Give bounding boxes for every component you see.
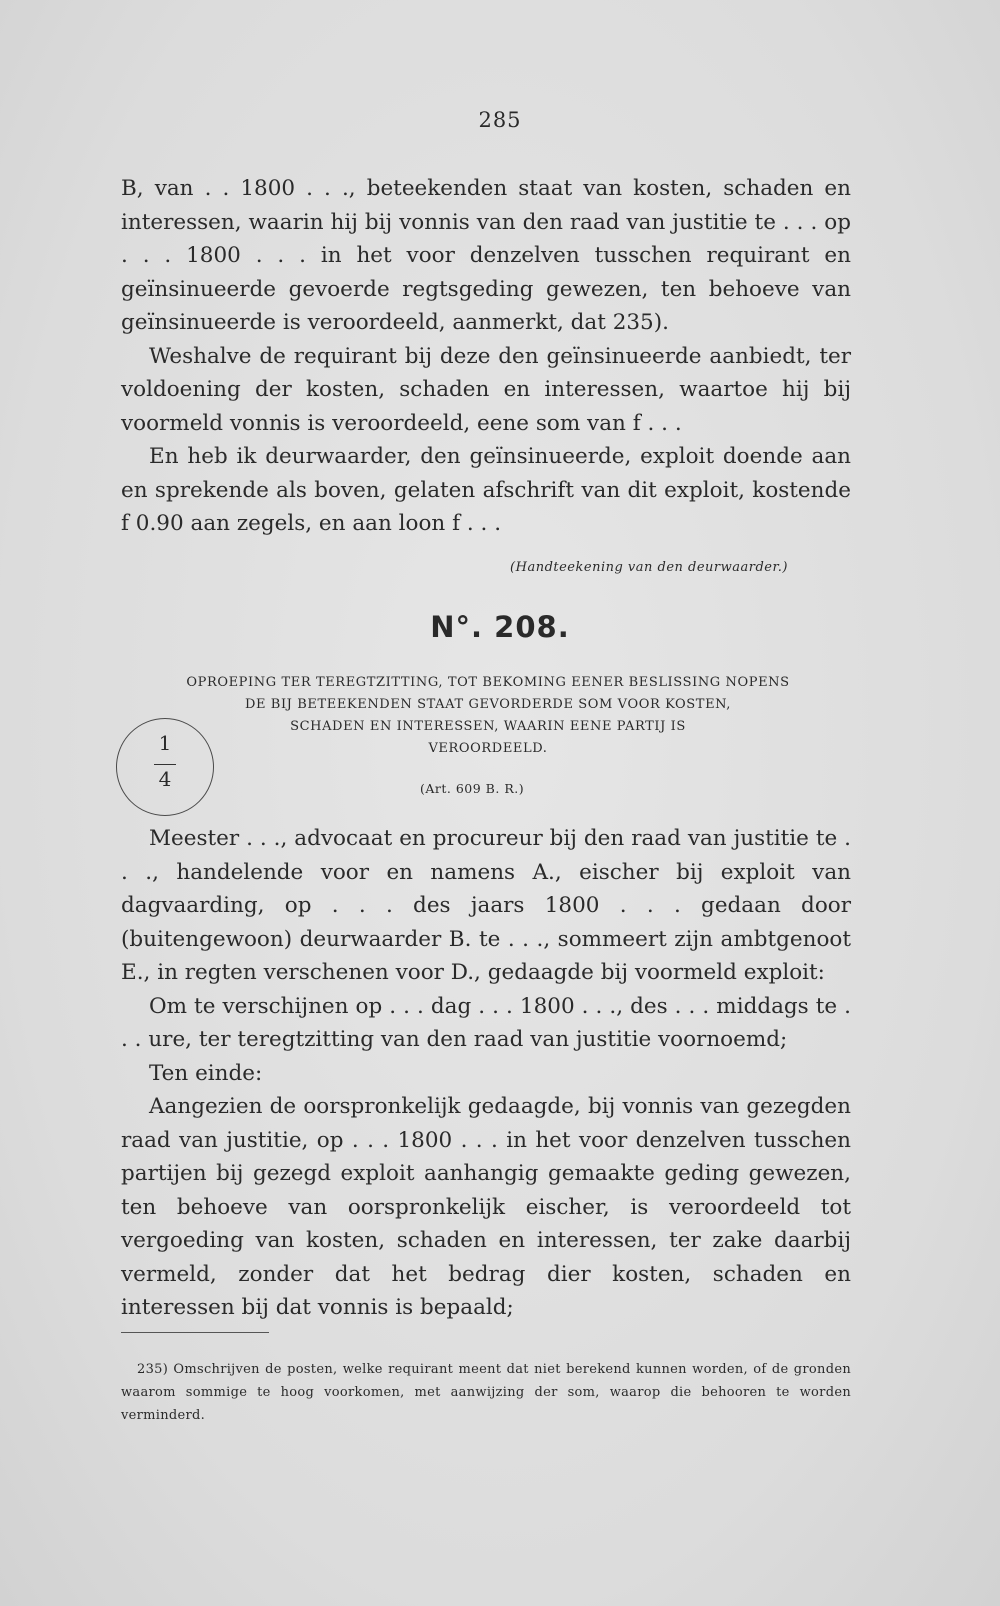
article-reference: (Art. 609 B. R.) xyxy=(420,781,525,796)
paragraph: Weshalve de requirant bij deze den geïnsinueerde aanbiedt, ter voldoening der kosten, schaden en interessen, waartoe hij bij voormeld vonnis is veroordeeld, eene som van f . . . xyxy=(121,343,851,436)
caption-line: DE BIJ BETEEKENDEN STAAT GEVORDERDE SOM VOOR KOSTEN, xyxy=(244,697,732,712)
footnote xyxy=(121,1358,851,1427)
paragraph: B, van . . 1800 . . ., beteekenden staat van kosten, schaden en interessen, waarin hij bij vonnis van den raad van justitie te . . . op . . . 1800 . . . in het voor denzelven tusschen requirant en geïnsinueerde gevoerde regtsgeding gewezen, ten behoeve van geïnsinueerde is veroordeeld, aanmerkt, dat 235). xyxy=(121,176,851,335)
paragraph: Meester . . ., advocaat en procureur bij den raad van justitie te . . ., handelende voor en namens A., eischer bij exploit van dagvaarding, op . . . des jaars 1800 . . . gedaan door (buitengewoon) deurwaarder B. te . . ., sommeert zijn ambtgenoot E., in regten verschenen voor D., gedaagde bij voormeld exploit: xyxy=(121,826,851,985)
caption-line: VEROORDEELD. xyxy=(428,741,548,756)
text-block-bottom xyxy=(121,822,851,1325)
caption-line: SCHADEN EN INTERESSEN, WAARIN EENE PARTIJ IS xyxy=(290,719,686,734)
stamp-numerator: 1 xyxy=(158,731,172,755)
paragraph: Om te verschijnen op . . . dag . . . 1800 . . ., des . . . middags te . . . ure, ter teregtzitting van den raad van justitie voornoemd; xyxy=(121,993,851,1052)
page-number: 285 xyxy=(478,108,522,132)
form-number-heading: N°. 208. xyxy=(430,610,570,644)
stamp-denominator: 4 xyxy=(158,767,172,791)
paragraph: En heb ik deurwaarder, den geïnsinueerde, exploit doende aan en sprekende als boven, gelaten afschrift van dit exploit, kostende f 0.90 aan zegels, en aan loon f . . . xyxy=(121,444,851,536)
fraction-bar xyxy=(154,764,176,765)
text-block-top xyxy=(121,172,851,541)
caption-line: OPROEPING TER TEREGTZITTING, TOT BEKOMING EENER BESLISSING NOPENS xyxy=(186,675,790,690)
stamp-circle xyxy=(116,718,214,816)
signature-note: (Handteekening van den deurwaarder.) xyxy=(510,560,788,575)
form-caption xyxy=(118,672,858,760)
footnote-text: 235) Omschrijven de posten, welke requirant meent dat niet berekend kunnen worden, of de gronden waarom sommige te hoog voorkomen, met aanwijzing der som, waarop die behooren te worden verminderd. xyxy=(121,1362,851,1423)
paragraph: Ten einde: xyxy=(149,1060,263,1086)
footnote-divider xyxy=(121,1332,269,1333)
paragraph: Aangezien de oorspronkelijk gedaagde, bij vonnis van gezegden raad van justitie, op . . . 1800 . . . in het voor denzelven tusschen partijen bij gezegd exploit aanhangig gemaakte geding gewezen, ten behoeve van oorspronkelijk eischer, is veroordeeld tot vergoeding van kosten, schaden en interessen, ter zake daarbij vermeld, zonder dat het bedrag dier kosten, schaden en interessen bij dat vonnis is bepaald; xyxy=(121,1094,851,1320)
